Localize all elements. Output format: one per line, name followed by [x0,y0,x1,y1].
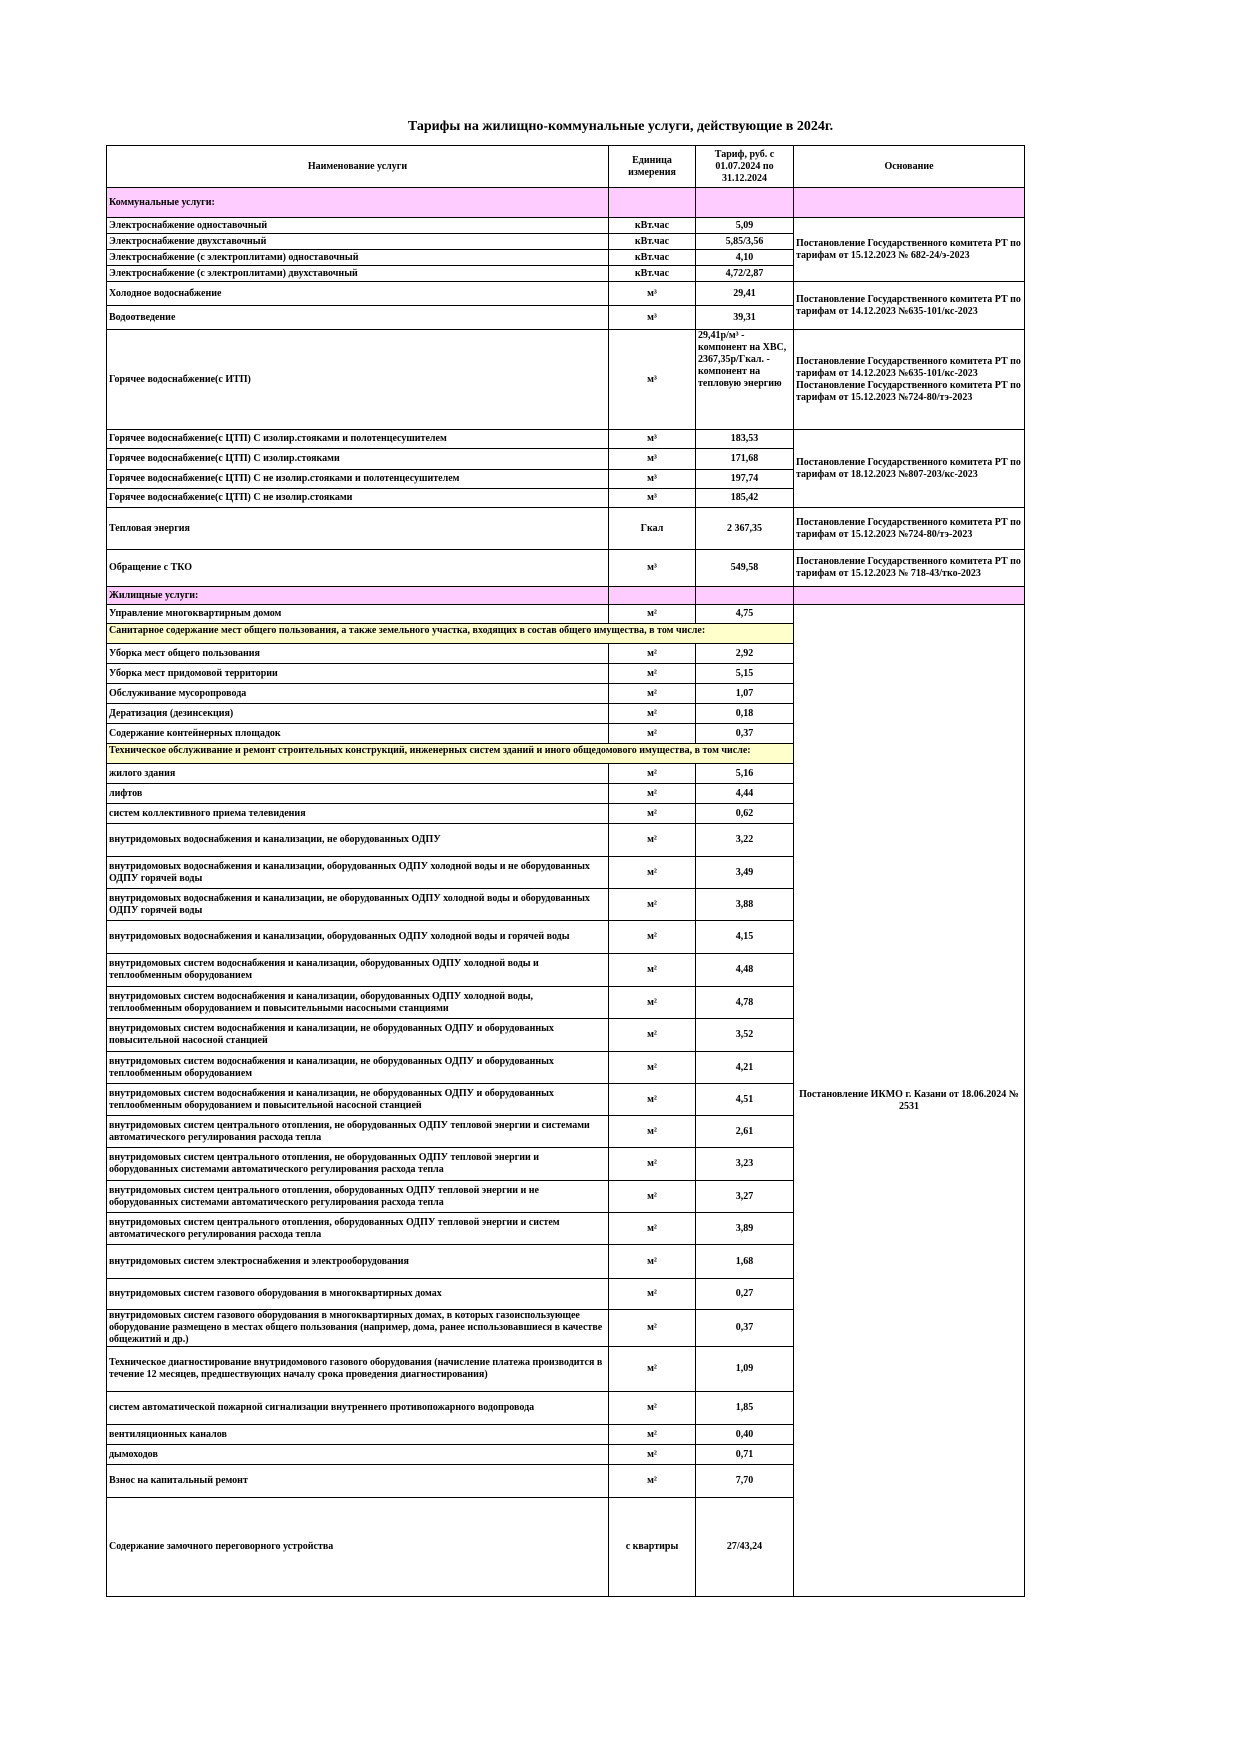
subsection-title [107,624,794,644]
table-row [107,430,1025,449]
service-name: внутридомовых систем водоснабжения и канализации, оборудованных ОДПУ холодной воды и теплообменным оборудованием [107,954,609,987]
tariff-value: 3,88 [696,889,794,921]
basis-text: Постановление Государственного комитета РТ по тарифам от 18.12.2023 №807-203/кс-2023 [796,456,1021,480]
unit-cell: м² [609,764,696,784]
tariff-value: 2 367,35 [696,508,794,550]
service-name: Обращение с ТКО [107,550,609,587]
tariff-table [106,145,1025,1597]
basis-cell [794,430,1025,508]
unit-cell: м² [609,1425,696,1445]
tariff-value: 0,27 [696,1279,794,1310]
section-empty-cell [696,587,794,605]
service-name: внутридомовых систем газового оборудования в многоквартирных домах, в которых газоиспользующее оборудование размещено в местах общего пользования (например, дома, ранее использовавшиеся в качестве общежитий и др.) [107,1310,609,1347]
service-name: внутридомовых водоснабжения и канализации, не оборудованных ОДПУ [107,824,609,857]
unit-cell: м² [609,1310,696,1347]
tariff-value: 185,42 [696,489,794,508]
unit-cell: м² [609,1279,696,1310]
service-name: Электроснабжение двухставочный [107,234,609,250]
unit-cell: м³ [609,489,696,508]
service-name: внутридомовых водоснабжения и канализации, оборудованных ОДПУ холодной воды и горячей воды [107,921,609,954]
tariff-value: 3,22 [696,824,794,857]
tariff-value: 197,74 [696,470,794,489]
service-name: Уборка мест общего пользования [107,644,609,664]
unit-cell: м³ [609,470,696,489]
unit-cell: м² [609,889,696,921]
tariff-value: 4,72/2,87 [696,266,794,282]
basis-text: Постановление Государственного комитета РТ по тарифам от 14.12.2023 №635-101/кс-2023 [796,293,1021,317]
tariff-value: 29,41 [696,282,794,306]
tariff-value: 4,51 [696,1084,794,1116]
tariff-value: 0,71 [696,1445,794,1465]
basis-text: Постановление Государственного комитета РТ по тарифам от 15.12.2023 № 682-24/э-2023 [796,237,1021,261]
unit-cell: м³ [609,306,696,330]
unit-cell: м³ [609,282,696,306]
service-name: Горячее водоснабжение(с ЦТП) С не изолир.стояками и полотенцесушителем [107,470,609,489]
tariff-value: 0,37 [696,1310,794,1347]
tariff-value: 0,40 [696,1425,794,1445]
basis-text: Постановление Государственного комитета РТ по тарифам от 14.12.2023 №635-101/кс-2023 Постановление Государственного комитета РТ по тарифам от 15.12.2023 №724-80/тэ-2023 [796,355,1021,403]
tariff-value: 4,75 [696,605,794,624]
tariff-value: 4,21 [696,1052,794,1084]
tariff-value: 5,15 [696,664,794,684]
tariff-value: 29,41р/м³ - компонент на ХВС, 2367,35р/Гкал. - компонент на тепловую энергию [696,330,794,430]
subsection-title [107,744,794,764]
tariff-value: 3,27 [696,1181,794,1213]
table-row [107,550,1025,587]
service-name: Взнос на капитальный ремонт [107,1465,609,1498]
service-name: дымоходов [107,1445,609,1465]
service-name: внутридомовых систем центрального отопления, оборудованных ОДПУ тепловой энергии и систем автоматического регулирования расхода тепла [107,1213,609,1245]
unit-cell: м² [609,1148,696,1181]
basis-text: Постановление ИКМО г. Казани от 18.06.2024 № 2531 [799,1088,1019,1112]
unit-cell: м² [609,684,696,704]
unit-cell: кВт.час [609,266,696,282]
service-name: внутридомовых систем водоснабжения и канализации, оборудованных ОДПУ холодной воды, теплообменным оборудованием и повысительными насосными станциями [107,987,609,1019]
service-name: внутридомовых систем электроснабжения и электрооборудования [107,1245,609,1279]
service-name: систем коллективного приема телевидения [107,804,609,824]
service-name: Горячее водоснабжение(с ЦТП) С не изолир.стояками [107,489,609,508]
service-name: внутридомовых систем центрального отопления, не оборудованных ОДПУ тепловой энергии и оборудованных системами автоматического регулирования расхода тепла [107,1148,609,1181]
unit-cell: м³ [609,449,696,470]
tariff-value: 4,78 [696,987,794,1019]
tariff-value: 39,31 [696,306,794,330]
section-title: Коммунальные услуги: [107,188,609,218]
unit-cell: м² [609,954,696,987]
unit-cell: м² [609,1084,696,1116]
service-name: Горячее водоснабжение(с ИТП) [107,330,609,430]
section-empty-cell [794,587,1025,605]
basis-cell [794,508,1025,550]
unit-cell: м³ [609,430,696,449]
tariff-value: 4,10 [696,250,794,266]
tariff-value: 183,53 [696,430,794,449]
service-name: Электроснабжение одноставочный [107,218,609,234]
unit-cell: м² [609,1181,696,1213]
unit-cell: м² [609,1116,696,1148]
page-title: Тарифы на жилищно-коммунальные услуги, действующие в 2024г. [407,119,834,134]
service-name: внутридомовых водоснабжения и канализации, не оборудованных ОДПУ холодной воды и оборудованных ОДПУ горячей воды [107,889,609,921]
unit-cell: кВт.час [609,250,696,266]
service-name: внутридомовых систем центрального отопления, оборудованных ОДПУ тепловой энергии и не оборудованных системами автоматического регулирования расхода тепла [107,1181,609,1213]
basis-cell [794,550,1025,587]
subsection-text: Санитарное содержание мест общего пользования, а также земельного участка, входящих в состав общего имущества, в том числе: [109,624,706,636]
service-name: внутридомовых систем водоснабжения и канализации, не оборудованных ОДПУ и оборудованных теплообменным оборудованием и повысительной насосной станцией [107,1084,609,1116]
unit-cell: м² [609,1392,696,1425]
tariff-value: 1,07 [696,684,794,704]
unit-cell: м² [609,664,696,684]
basis-cell [794,218,1025,282]
table-row [107,218,1025,234]
tariff-value: 171,68 [696,449,794,470]
basis-text: Постановление Государственного комитета РТ по тарифам от 15.12.2023 №724-80/тэ-2023 [796,516,1021,540]
unit-cell: м² [609,824,696,857]
column-header-tariff: Тариф, руб. с 01.07.2024 по 31.12.2024 [696,146,794,188]
tariff-value: 3,52 [696,1019,794,1052]
section-empty-cell [609,188,696,218]
unit-cell: кВт.час [609,234,696,250]
tariff-value: 2,61 [696,1116,794,1148]
unit-cell: м² [609,987,696,1019]
unit-cell: м² [609,605,696,624]
section-empty-cell [609,587,696,605]
unit-cell: м² [609,1052,696,1084]
section-empty-cell [794,188,1025,218]
basis-cell [794,330,1025,430]
column-header-name: Наименование услуги [107,146,609,188]
service-name: вентиляционных каналов [107,1425,609,1445]
tariff-value: 549,58 [696,550,794,587]
service-name: Холодное водоснабжение [107,282,609,306]
tariff-value: 1,68 [696,1245,794,1279]
unit-cell: м² [609,1445,696,1465]
unit-cell: м² [609,804,696,824]
service-name: Управление многоквартирным домом [107,605,609,624]
basis-cell [794,605,1025,1597]
tariff-value: 4,15 [696,921,794,954]
unit-cell: м² [609,857,696,889]
table-header-row [107,146,1025,188]
tariff-value: 0,18 [696,704,794,724]
unit-cell: м³ [609,330,696,430]
service-name: Техническое диагностирование внутридомового газового оборудования (начисление платежа производится в течение 12 месяцев, предшествующих началу срока проведения диагностирования) [107,1347,609,1392]
section-empty-cell [696,188,794,218]
section-row [107,587,1025,605]
tariff-value: 4,44 [696,784,794,804]
tariff-value: 4,48 [696,954,794,987]
service-name: Дератизация (дезинсекция) [107,704,609,724]
service-name: внутридомовых систем центрального отопления, не оборудованных ОДПУ тепловой энергии и системами автоматического регулирования расхода тепла [107,1116,609,1148]
unit-cell: кВт.час [609,218,696,234]
tariff-value: 2,92 [696,644,794,664]
unit-cell: Гкал [609,508,696,550]
service-name: Уборка мест придомовой территории [107,664,609,684]
unit-cell: м² [609,724,696,744]
service-name: Тепловая энергия [107,508,609,550]
tariff-value: 1,09 [696,1347,794,1392]
tariff-value: 0,62 [696,804,794,824]
service-name: Содержание контейнерных площадок [107,724,609,744]
tariff-value: 0,37 [696,724,794,744]
tariff-value: 1,85 [696,1392,794,1425]
tariff-value: 27/43,24 [696,1498,794,1597]
unit-cell: с квартиры [609,1498,696,1597]
service-name: внутридомовых систем газового оборудования в многоквартирных домах [107,1279,609,1310]
service-name: Содержание замочного переговорного устройства [107,1498,609,1597]
table-row [107,330,1025,430]
unit-cell: м² [609,1347,696,1392]
service-name: внутридомовых систем водоснабжения и канализации, не оборудованных ОДПУ и оборудованных повысительной насосной станцией [107,1019,609,1052]
column-header-basis: Основание [794,146,1025,188]
service-name: внутридомовых водоснабжения и канализации, оборудованных ОДПУ холодной воды и не оборудованных ОДПУ горячей воды [107,857,609,889]
unit-cell: м² [609,1245,696,1279]
unit-cell: м³ [609,550,696,587]
tariff-value: 5,16 [696,764,794,784]
section-title: Жилищные услуги: [107,587,609,605]
unit-cell: м² [609,784,696,804]
service-name: лифтов [107,784,609,804]
table-row [107,605,1025,624]
basis-cell [794,282,1025,330]
service-name: Водоотведение [107,306,609,330]
service-name: жилого здания [107,764,609,784]
unit-cell: м² [609,1465,696,1498]
service-name: внутридомовых систем водоснабжения и канализации, не оборудованных ОДПУ и оборудованных теплообменным оборудованием [107,1052,609,1084]
column-header-unit: Единица измерения [609,146,696,188]
unit-cell: м² [609,1019,696,1052]
tariff-value: 5,09 [696,218,794,234]
table-body [107,188,1025,1597]
section-row [107,188,1025,218]
unit-cell: м² [609,704,696,724]
service-name: Обслуживание мусоропровода [107,684,609,704]
unit-cell: м² [609,644,696,664]
service-name: Горячее водоснабжение(с ЦТП) С изолир.стояками и полотенцесушителем [107,430,609,449]
subsection-text: Техническое обслуживание и ремонт строительных конструкций, инженерных систем зданий и иного общедомового имущества, в том числе: [109,744,751,756]
unit-cell: м² [609,1213,696,1245]
tariff-value: 3,89 [696,1213,794,1245]
tariff-value: 5,85/3,56 [696,234,794,250]
basis-text: Постановление Государственного комитета РТ по тарифам от 15.12.2023 № 718-43/тко-2023 [796,556,1021,579]
service-name: систем автоматической пожарной сигнализации внутреннего противопожарного водопровода [107,1392,609,1425]
service-name: Горячее водоснабжение(с ЦТП) С изолир.стояками [107,449,609,470]
tariff-value: 7,70 [696,1465,794,1498]
unit-cell: м² [609,921,696,954]
table-row [107,282,1025,306]
table-row [107,508,1025,550]
tariff-value: 3,49 [696,857,794,889]
service-name: Электроснабжение (с электроплитами) двухставочный [107,266,609,282]
tariff-value: 3,23 [696,1148,794,1181]
service-name: Электроснабжение (с электроплитами) одноставочный [107,250,609,266]
